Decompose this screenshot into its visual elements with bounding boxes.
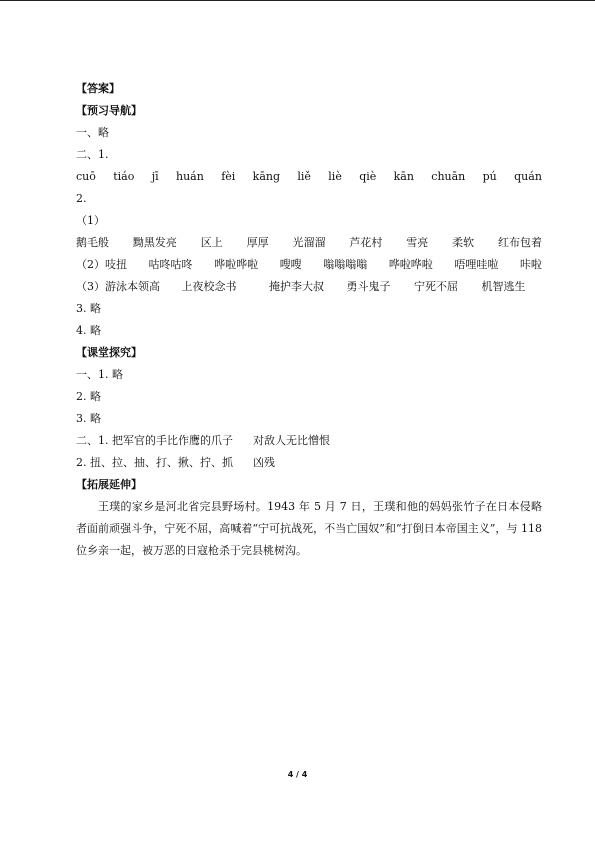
word-row-1 xyxy=(76,232,542,254)
classroom-answer: 对敌人无比憎恨 xyxy=(253,434,330,447)
classroom-answer: 二、1. 把军官的手比作鹰的爪子 xyxy=(76,434,233,447)
word: 勇斗鬼子 xyxy=(346,280,391,293)
pinyin-word: huán xyxy=(176,170,204,183)
word: 咕咚咕咚 xyxy=(148,258,193,271)
word: 区上 xyxy=(200,236,223,249)
classroom-item-1: 一、1. 略 xyxy=(76,368,123,381)
word: 柔软 xyxy=(452,236,475,249)
word: 厚厚 xyxy=(246,236,269,249)
classroom-answer: 凶残 xyxy=(253,456,275,469)
classroom-item-2: 2. 略 xyxy=(76,390,101,403)
top-rule xyxy=(0,0,595,1)
pinyin-word: kān xyxy=(393,170,414,183)
word: 雪亮 xyxy=(406,236,429,249)
pinyin-word: jī xyxy=(151,170,159,183)
word: 嗡嗡嗡嗡 xyxy=(323,258,368,271)
word-row-3 xyxy=(76,276,542,298)
classroom-item-5 xyxy=(76,452,542,474)
word: 宁死不屈 xyxy=(414,280,458,293)
word: 光溜溜 xyxy=(292,236,326,249)
preview-item-3: 3. 略 xyxy=(76,302,101,315)
pinyin-row xyxy=(76,166,542,188)
word: 芦花村 xyxy=(349,236,383,249)
preview-item-1: 一、略 xyxy=(76,126,109,139)
word: 鹅毛般 xyxy=(76,236,109,249)
word: （3）游泳本领高 xyxy=(76,280,160,293)
pinyin-word: liè xyxy=(328,170,342,183)
word: 唔哩哇啦 xyxy=(454,258,499,271)
word: 掩护李大叔 xyxy=(269,280,324,293)
word: 机智逃生 xyxy=(481,280,526,293)
page-number: 4 / 4 xyxy=(287,770,308,779)
classroom-item-4 xyxy=(76,430,542,452)
heading-preview: 【预习导航】 xyxy=(76,104,142,117)
preview-sub-1: （1） xyxy=(76,214,105,227)
word-row-2 xyxy=(76,254,542,276)
pinyin-word: chuān xyxy=(431,170,466,183)
extension-paragraph: 王璞的家乡是河北省完县野场村。1943 年 5 月 7 日，王璞和他的妈妈张竹子在日本侵略者面前顽强斗争，宁死不屈，高喊着“宁可抗战死，不当亡国奴”和“打倒日本帝国主义”，与 118 位乡亲一起，被万恶的日寇枪杀于完县桃树沟。 xyxy=(76,500,542,557)
pinyin-word: tiáo xyxy=(113,170,135,183)
word: 哗啦哗啦 xyxy=(388,258,433,271)
pinyin-word: kāng xyxy=(252,170,281,183)
word: 红布包着 xyxy=(498,236,542,249)
word: 咔啦 xyxy=(519,258,542,271)
classroom-item-3: 3. 略 xyxy=(76,412,101,425)
pinyin-word: quán xyxy=(514,170,542,183)
word: （2）吱扭 xyxy=(76,258,127,271)
pinyin-word: pú xyxy=(482,170,497,183)
pinyin-word: qiè xyxy=(359,170,377,183)
heading-answer: 【答案】 xyxy=(76,82,120,95)
word: 嗖嗖 xyxy=(279,258,302,271)
heading-classroom: 【课堂探究】 xyxy=(76,346,142,359)
pinyin-word: liě xyxy=(297,170,311,183)
pinyin-word: cuō xyxy=(76,170,96,183)
word: 黝黑发亮 xyxy=(132,236,177,249)
answer-content xyxy=(76,78,542,562)
pinyin-word: fèi xyxy=(221,170,236,183)
preview-item-2-2: 2. xyxy=(76,192,87,205)
classroom-answer: 2. 扭、拉、抽、打、揪、拧、抓 xyxy=(76,456,233,469)
word: 上夜校念书 xyxy=(181,280,237,293)
preview-item-2-1: 二、1. xyxy=(76,148,109,161)
word: 哗啦哗啦 xyxy=(214,258,259,271)
preview-item-4: 4. 略 xyxy=(76,324,101,337)
heading-extension: 【拓展延伸】 xyxy=(76,478,142,491)
